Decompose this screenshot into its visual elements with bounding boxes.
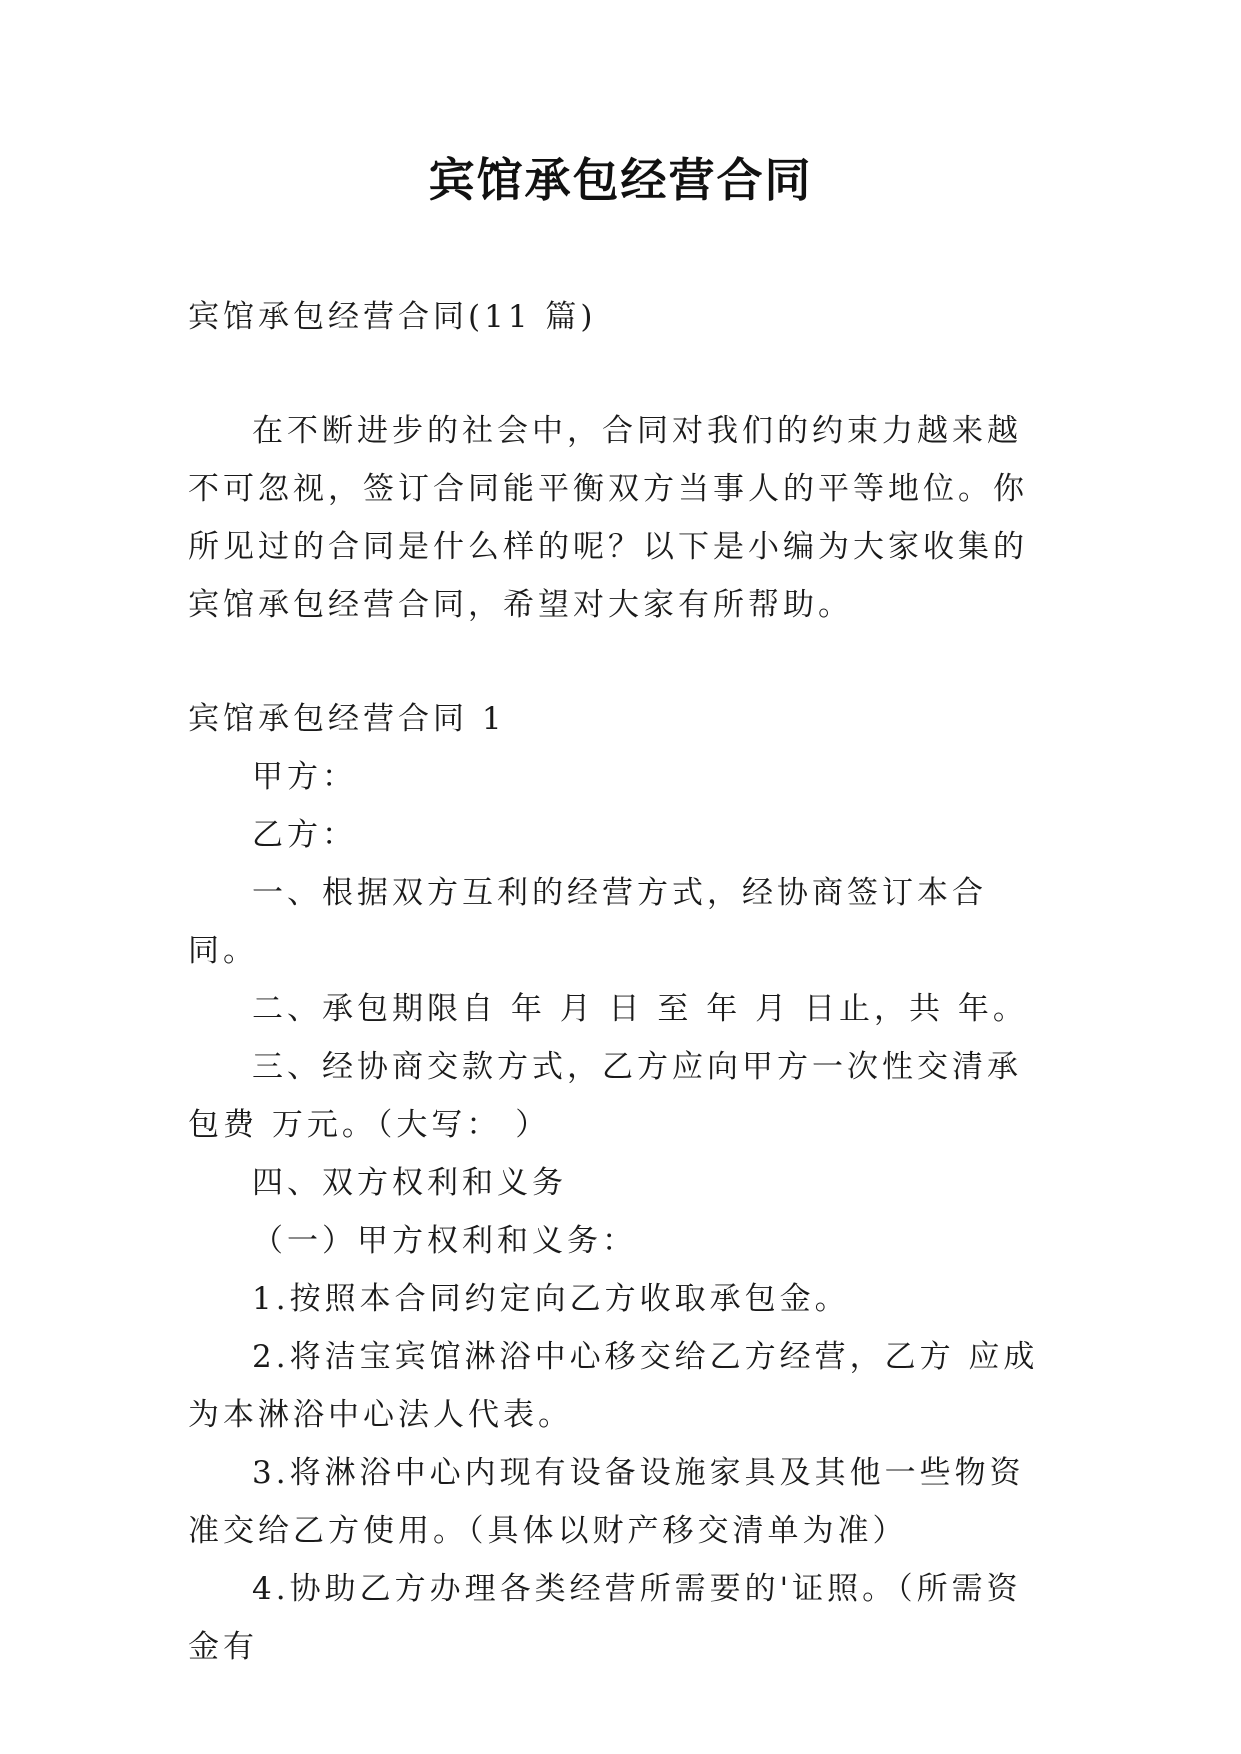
item-4: 4.协助乙方办理各类经营所需要的'证照。（所需资金有 bbox=[188, 1571, 1022, 1665]
intro-paragraph: 在不断进步的社会中，合同对我们的约束力越来越不可忽视，签订合同能平衡双方当事人的平等地位。你所见过的合同是什么样的呢？以下是小编为大家收集的宾馆承包经营合同，希望对大家有所帮助。 bbox=[188, 413, 1028, 623]
item-1: 1.按照本合同约定向乙方收取承包金。 bbox=[252, 1281, 850, 1317]
clause-3: 三、经协商交款方式，乙方应向甲方一次性交清承包费 万元。（大写： ） bbox=[188, 1049, 1022, 1143]
clause-4: 四、双方权利和义务 bbox=[252, 1165, 567, 1201]
party-a-line: 甲方： bbox=[252, 759, 357, 795]
document-subtitle: 宾馆承包经营合同(11 篇) bbox=[188, 299, 597, 335]
clause-1: 一、根据双方互利的经营方式，经协商签订本合同。 bbox=[188, 875, 987, 969]
party-b-line: 乙方： bbox=[252, 817, 357, 853]
clause-2: 二、承包期限自 年 月 日 至 年 月 日止，共 年。 bbox=[252, 991, 1028, 1027]
clause-4-1: （一）甲方权利和义务： bbox=[252, 1223, 637, 1259]
item-2: 2.将洁宝宾馆淋浴中心移交给乙方经营，乙方 应成为本淋浴中心法人代表。 bbox=[188, 1339, 1039, 1433]
contract-section-1 bbox=[188, 690, 1056, 1676]
section-heading: 宾馆承包经营合同 1 bbox=[188, 701, 506, 737]
item-3: 3.将淋浴中心内现有设备设施家具及其他一些物资准交给乙方使用。（具体以财产移交清单为准） bbox=[188, 1455, 1025, 1549]
document-title: 宾馆承包经营合同 bbox=[428, 153, 813, 207]
